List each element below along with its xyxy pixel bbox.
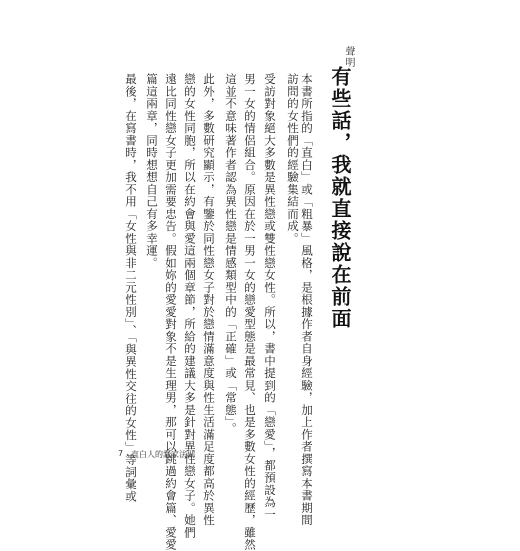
paragraph-line: 男一女的情侶組合。原因在於一男一女的戀愛型態是最常見、也是多數女性的經歷，雖然 xyxy=(243,73,257,551)
section-label: 聲明 xyxy=(343,46,354,68)
paragraph-line: 這並不意味著作者認為異性戀是情感類型中的「正確」或「常態」。 xyxy=(224,73,238,435)
paragraph-line: 訪問的女性們的經驗集結而成。 xyxy=(286,73,300,245)
paragraph-line: 戀的女性同胞，所以在約會與愛這兩個章節，所給的建議大多是針對異性戀女子。她們 xyxy=(183,73,197,539)
paragraph-line: 篇這兩章，同時想想自己有多幸運。 xyxy=(145,73,159,269)
chapter-title: 有些話，我就直接說在前面 xyxy=(328,66,352,330)
paragraph-line: 遠比同性戀女子更加需要忠告。假如妳的愛愛對象不是生理男，那可以跳過約會篇、愛愛 xyxy=(164,73,178,551)
running-footer-title: 直白人的蠢家法則 xyxy=(131,450,195,459)
paragraph-line: 此外，多數研究顯示，有鑒於同性戀女子對於戀情滿意度與性生活滿足度都高於異性 xyxy=(202,73,216,527)
paragraph-line: 受訪對象絕大多數是異性戀或雙性戀女性。所以，書中提到的「戀愛」，都預設為一 xyxy=(263,73,277,521)
paragraph-line: 最後，在寫書時，我不用「女性與非二元性別」、「與異性交往的女性」等詞彙或 xyxy=(124,73,138,503)
paragraph-line: 本書所指的「直白」或「粗暴」風格，是根據作者自身經驗，加上作者撰寫本書期間 xyxy=(300,73,314,527)
page-number: 7 xyxy=(118,449,124,458)
